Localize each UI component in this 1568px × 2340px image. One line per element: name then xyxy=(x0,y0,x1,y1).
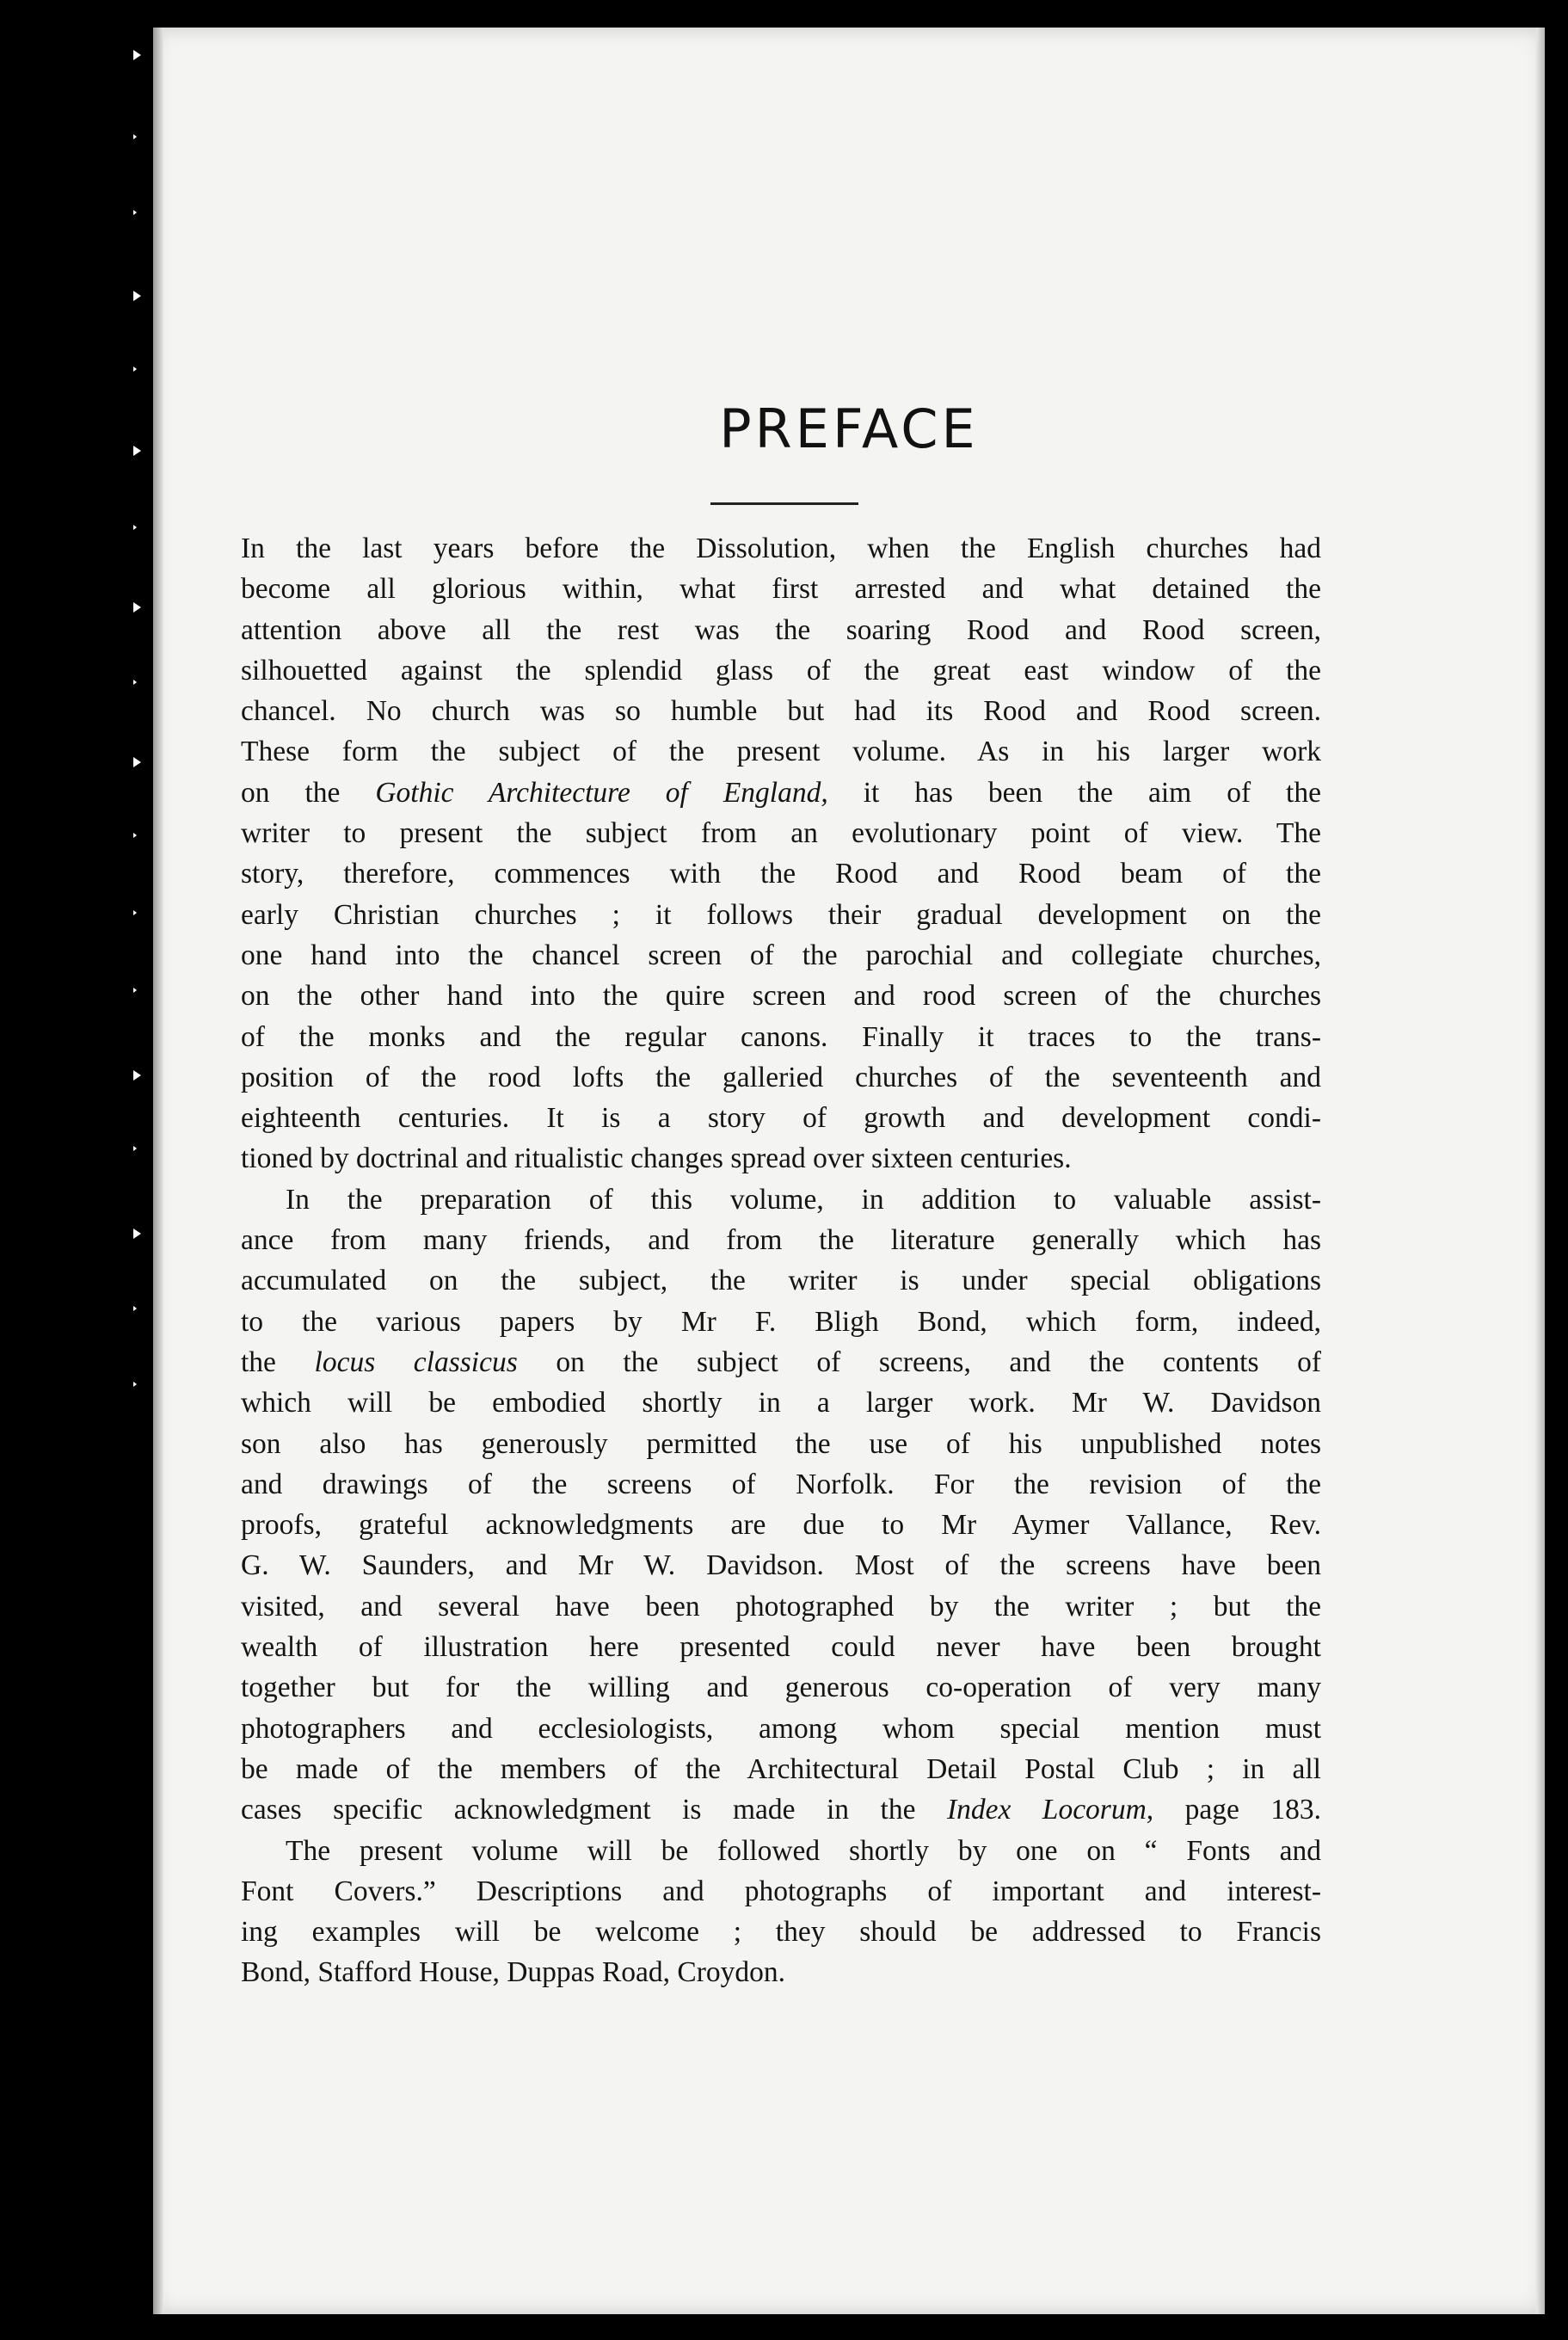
text-line: Bond, Stafford House, Duppas Road, Croydon. xyxy=(241,1956,786,1989)
margin-triangle-mark xyxy=(133,210,137,215)
text-line: one hand into the chancel screen of the parochial and collegiate churches, xyxy=(241,939,1321,971)
text-line: Font Covers.” Descriptions and photographs of important and interest- xyxy=(241,1875,1321,1907)
text-line: photographers and ecclesiologists, among whom special mention must xyxy=(241,1712,1321,1745)
text-line: story, therefore, commences with the Rood and Rood beam of the xyxy=(241,858,1321,890)
text-segment: cases specific acknowledgment is made in the xyxy=(241,1794,916,1826)
margin-triangle-mark xyxy=(133,757,141,767)
text-line: silhouetted against the splendid glass of the great east window of the xyxy=(241,654,1321,687)
text-line: accumulated on the subject, the writer is under special obligations xyxy=(241,1265,1321,1297)
book-page xyxy=(153,28,1545,2314)
text-line: attention above all the rest was the soaring Rood and Rood screen, xyxy=(241,613,1321,646)
text-segment: the xyxy=(241,1346,276,1378)
text-line: In the last years before the Dissolution, when the English churches had xyxy=(241,533,1321,564)
text-line: position of the rood lofts the galleried churches of the seventeenth and xyxy=(241,1061,1321,1093)
margin-triangle-mark xyxy=(133,1382,137,1387)
text-line: visited, and several have been photographed by the writer ; but the xyxy=(241,1590,1321,1623)
text-line: together but for the willing and generous co-operation of very many xyxy=(241,1672,1321,1704)
margin-triangle-mark xyxy=(133,680,137,685)
margin-triangle-mark xyxy=(133,525,137,530)
margin-triangle-mark xyxy=(133,1228,141,1239)
text-line: early Christian churches ; it follows their gradual development on the xyxy=(241,898,1321,931)
text-line: ance from many friends, and from the literature generally which has xyxy=(241,1224,1321,1257)
text-segment: on the xyxy=(241,776,341,809)
margin-triangle-mark xyxy=(133,1306,137,1311)
text-line xyxy=(241,1342,1321,1382)
index-locorum-italic: Index Locorum, xyxy=(946,1794,1154,1826)
page-title: PREFACE xyxy=(719,397,979,460)
page-binding-shadow xyxy=(153,28,163,2314)
text-segment: page 183. xyxy=(1184,1794,1321,1826)
text-line: of the monks and the regular canons. Finally it traces to the trans- xyxy=(241,1020,1321,1053)
text-line: G. W. Saunders, and Mr W. Davidson. Most of the screens have been xyxy=(241,1549,1321,1582)
margin-triangle-mark xyxy=(133,910,137,915)
margin-triangle-mark xyxy=(133,988,137,993)
margin-triangle-mark xyxy=(133,366,137,372)
text-segment: on the subject of screens, and the contents of xyxy=(556,1346,1321,1378)
text-line: ing examples will be welcome ; they should be addressed to Francis xyxy=(241,1916,1321,1949)
book-title-italic: Gothic Architecture of England, xyxy=(375,776,828,809)
text-line: wealth of illustration here presented could never have been brought xyxy=(241,1631,1321,1664)
text-line xyxy=(241,1789,1321,1830)
text-segment: it has been the aim of the xyxy=(863,776,1321,809)
locus-classicus-italic: locus classicus xyxy=(314,1346,518,1378)
margin-triangle-mark xyxy=(133,50,141,60)
margin-triangle-mark xyxy=(133,446,141,456)
text-line: chancel. No church was so humble but had its Rood and Rood screen. xyxy=(241,695,1321,728)
text-line: on the other hand into the quire screen and rood screen of the churches xyxy=(241,980,1321,1013)
margin-triangle-mark xyxy=(133,1146,137,1151)
text-line: which will be embodied shortly in a larger work. Mr W. Davidson xyxy=(241,1387,1321,1419)
preface-body xyxy=(241,528,1321,1993)
text-line: In the preparation of this volume, in addition to valuable assist- xyxy=(286,1183,1321,1216)
margin-triangle-mark xyxy=(133,602,141,613)
text-line: son also has generously permitted the use of his unpublished notes xyxy=(241,1427,1321,1460)
margin-triangle-mark xyxy=(133,1070,141,1081)
text-line: tioned by doctrinal and ritualistic changes spread over sixteen centuries. xyxy=(241,1142,1072,1175)
page-edge-shadow xyxy=(1536,28,1545,2314)
margin-triangle-mark xyxy=(133,291,141,301)
text-line: to the various papers by Mr F. Bligh Bond, which form, indeed, xyxy=(241,1305,1321,1338)
margin-triangle-mark xyxy=(133,134,137,139)
text-line: These form the subject of the present volume. As in his larger work xyxy=(241,736,1321,768)
text-line: proofs, grateful acknowledgments are due to Mr Aymer Vallance, Rev. xyxy=(241,1509,1321,1542)
text-line xyxy=(241,773,1321,813)
text-line: The present volume will be followed shortly by one on “ Fonts and xyxy=(286,1834,1321,1867)
margin-triangle-mark xyxy=(133,833,137,838)
text-line: eighteenth centuries. It is a story of growth and development condi- xyxy=(241,1102,1321,1135)
text-line: become all glorious within, what first arrested and what detained the xyxy=(241,573,1321,606)
text-line: and drawings of the screens of Norfolk. For the revision of the xyxy=(241,1468,1321,1500)
text-line: writer to present the subject from an evolutionary point of view. The xyxy=(241,817,1321,850)
title-rule xyxy=(710,502,858,505)
text-line: be made of the members of the Architectural Detail Postal Club ; in all xyxy=(241,1752,1321,1785)
